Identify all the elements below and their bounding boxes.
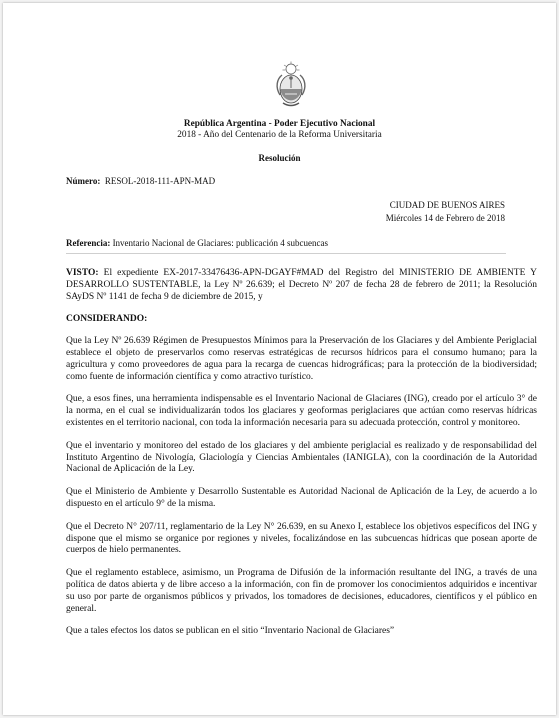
document-page xyxy=(3,3,556,715)
visto-paragraph xyxy=(66,268,537,303)
divider xyxy=(66,253,506,254)
document-date: Miércoles 14 de Febrero de 2018 xyxy=(385,213,505,223)
body-paragraph: Que el reglamento establece, asimismo, un Programa de Difusión de la información resultante del ING, a través de una política de datos abierta y de libre acceso a la información, con fin de promover los conocimientos adquiridos e incentivar su uso por parte de organismos públicos y privados, los tomadores de decisiones, educadores, científicos y el público en general. xyxy=(66,568,537,614)
body-paragraph: Que el inventario y monitoreo del estado de los glaciares y del ambiente periglacial es realizado y de responsabilidad del Instituto Argentino de Nivología, Glaciología y Ciencias Ambientales (IANIGLA), con la coordinación de la Autoridad Nacional de Aplicación de la Ley. xyxy=(66,440,537,475)
considerando-heading: CONSIDERANDO: xyxy=(66,314,148,325)
city: CIUDAD DE BUENOS AIRES xyxy=(389,200,505,210)
document-type: Resolución xyxy=(258,153,301,163)
reference-value: Inventario Nacional de Glaciares: publicación 4 subcuencas xyxy=(112,238,328,248)
body-paragraph: Que el Decreto N° 207/11, reglamentario de la Ley N° 26.639, en su Anexo I, establece los objetivos específicos del ING y dispone que el mismo se organice por regiones y niveles, focalizándose en las subcuencas hídricas que posean aporte de cuerpos de hielo permanentes. xyxy=(66,521,537,556)
visto-text: El expediente EX-2017-33476436-APN-DGAYF#MAD del Registro del MINISTERIO DE AMBIENTE Y DESARROLLO SUSTENTABLE, la Ley Nº 26.639; el Decreto Nº 207 de fecha 28 de febrero de 2011; la Resolución SAyDS Nº 1141 de fecha 9 de diciembre de 2015, y xyxy=(66,268,537,302)
body-paragraph: Que el Ministerio de Ambiente y Desarrollo Sustentable es Autoridad Nacional de Aplicación de la Ley, de acuerdo a lo dispuesto en el artículo 9° de la misma. xyxy=(66,487,537,509)
reference xyxy=(66,238,328,248)
numero-value: RESOL-2018-111-APN-MAD xyxy=(104,176,216,186)
document-number xyxy=(66,176,215,186)
national-coat-of-arms-icon xyxy=(272,61,310,113)
body-paragraph: Que la Ley Nº 26.639 Régimen de Presupuestos Mínimos para la Preservación de los Glaciares y del Ambiente Periglacial establece el objeto de preservarlos como reservas estratégicas de recursos hídricos para el consumo humano; para la agricultura y como proveedores de agua para la recarga de cuencas hidrográficas; para la protección de la biodiversidad; como fuente de información científica y como atractivo turístico. xyxy=(66,336,537,382)
body-paragraph: Que a tales efectos los datos se publican en el sitio “Inventario Nacional de Glaciares” xyxy=(66,626,395,637)
body-paragraph: Que, a esos fines, una herramienta indispensable es el Inventario Nacional de Glaciares (ING), creado por el artículo 3° de la norma, en el cual se individualizarán todos los glaciares y geoformas periglaciares que actúan como reservas hídricas existentes en el territorio nacional, con toda la información necesaria para su adecuada protección, control y monitoreo. xyxy=(66,394,537,428)
numero-label: Número: xyxy=(66,176,101,186)
visto-label: VISTO: xyxy=(66,268,99,278)
header-title: República Argentina - Poder Ejecutivo Nacional xyxy=(183,119,376,129)
reference-label: Referencia: xyxy=(66,238,111,248)
document-body xyxy=(66,268,537,649)
header-subtitle: 2018 - Año del Centenario de la Reforma Universitaria xyxy=(177,130,382,140)
